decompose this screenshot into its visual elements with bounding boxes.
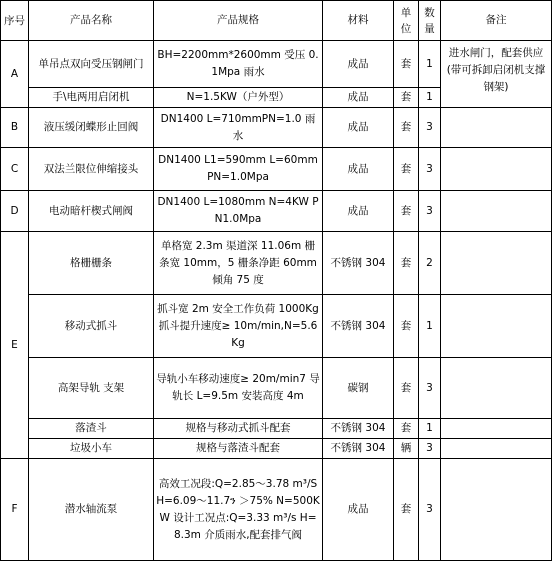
product-name: 电动暗杆楔式闸阀 bbox=[29, 191, 154, 232]
table-row bbox=[1, 295, 552, 358]
header-unit: 单位 bbox=[394, 1, 419, 41]
group-a-note: 进水闸门，配套供应(带可拆卸启闭机支撑钢架) bbox=[441, 41, 552, 108]
table-row bbox=[1, 41, 552, 88]
product-qty: 1 bbox=[419, 41, 441, 88]
table-row bbox=[1, 232, 552, 295]
product-qty: 3 bbox=[419, 459, 441, 561]
product-material: 成品 bbox=[323, 88, 394, 108]
product-spec: DN1400 L=1080mm N=4KW PN1.0Mpa bbox=[154, 191, 323, 232]
note-cell bbox=[441, 419, 552, 439]
product-unit: 套 bbox=[394, 419, 419, 439]
header-material: 材料 bbox=[323, 1, 394, 41]
note-cell bbox=[441, 108, 552, 148]
product-spec: 导轨小车移动速度≥ 20m/min7 导轨长 L=9.5m 安装高度 4m bbox=[154, 358, 323, 419]
product-name: 潜水轴流泵 bbox=[29, 459, 154, 561]
header-row bbox=[1, 1, 552, 41]
table-row bbox=[1, 439, 552, 459]
header-spec: 产品规格 bbox=[154, 1, 323, 41]
product-spec: 单格宽 2.3m 渠道深 11.06m 栅条宽 10mm，5 栅条净距 60mm 倾角 75 度 bbox=[154, 232, 323, 295]
product-qty: 1 bbox=[419, 419, 441, 439]
product-material: 成品 bbox=[323, 41, 394, 88]
product-name: 手\电两用启闭机 bbox=[29, 88, 154, 108]
product-unit: 套 bbox=[394, 191, 419, 232]
group-label-c: C bbox=[1, 148, 29, 191]
table-row bbox=[1, 459, 552, 561]
table-row bbox=[1, 108, 552, 148]
product-name: 双法兰限位伸缩接头 bbox=[29, 148, 154, 191]
product-qty: 3 bbox=[419, 191, 441, 232]
product-unit: 套 bbox=[394, 295, 419, 358]
product-material: 碳钢 bbox=[323, 358, 394, 419]
product-qty: 3 bbox=[419, 108, 441, 148]
product-spec: N=1.5KW（户外型） bbox=[154, 88, 323, 108]
header-seq: 序号 bbox=[1, 1, 29, 41]
note-cell bbox=[441, 232, 552, 295]
product-material: 不锈钢 304 bbox=[323, 232, 394, 295]
table-row bbox=[1, 358, 552, 419]
product-unit: 辆 bbox=[394, 439, 419, 459]
header-name: 产品名称 bbox=[29, 1, 154, 41]
product-spec: 规格与落渣斗配套 bbox=[154, 439, 323, 459]
note-cell bbox=[441, 459, 552, 561]
product-unit: 套 bbox=[394, 41, 419, 88]
table-row bbox=[1, 419, 552, 439]
product-unit: 套 bbox=[394, 358, 419, 419]
product-material: 成品 bbox=[323, 148, 394, 191]
product-qty: 2 bbox=[419, 232, 441, 295]
group-label-e: E bbox=[1, 232, 29, 459]
product-spec: DN1400 L=710mmPN=1.0 雨水 bbox=[154, 108, 323, 148]
product-unit: 套 bbox=[394, 108, 419, 148]
product-qty: 3 bbox=[419, 439, 441, 459]
product-material: 不锈钢 304 bbox=[323, 439, 394, 459]
product-name: 液压缓闭蝶形止回阀 bbox=[29, 108, 154, 148]
product-name: 单吊点双向受压钢闸门 bbox=[29, 41, 154, 88]
group-label-f: F bbox=[1, 459, 29, 561]
product-spec: BH=2200mm*2600mm 受压 0.1Mpa 雨水 bbox=[154, 41, 323, 88]
product-spec: 抓斗宽 2m 安全工作负荷 1000Kg 抓斗提升速度≥ 10m/min,N=5.6Kg bbox=[154, 295, 323, 358]
table-row bbox=[1, 191, 552, 232]
product-unit: 套 bbox=[394, 459, 419, 561]
product-name: 垃圾小车 bbox=[29, 439, 154, 459]
product-material: 不锈钢 304 bbox=[323, 295, 394, 358]
product-material: 成品 bbox=[323, 108, 394, 148]
note-cell bbox=[441, 295, 552, 358]
product-material: 成品 bbox=[323, 191, 394, 232]
product-name: 落渣斗 bbox=[29, 419, 154, 439]
product-unit: 套 bbox=[394, 88, 419, 108]
note-cell bbox=[441, 148, 552, 191]
product-unit: 套 bbox=[394, 232, 419, 295]
header-qty: 数量 bbox=[419, 1, 441, 41]
product-spec: 规格与移动式抓斗配套 bbox=[154, 419, 323, 439]
product-material: 不锈钢 304 bbox=[323, 419, 394, 439]
product-name: 高架导轨 支架 bbox=[29, 358, 154, 419]
table-row bbox=[1, 148, 552, 191]
product-name: 格栅栅条 bbox=[29, 232, 154, 295]
product-qty: 3 bbox=[419, 358, 441, 419]
group-label-a: A bbox=[1, 41, 29, 108]
product-qty: 1 bbox=[419, 88, 441, 108]
product-name: 移动式抓斗 bbox=[29, 295, 154, 358]
header-note: 备注 bbox=[441, 1, 552, 41]
note-cell bbox=[441, 439, 552, 459]
group-label-d: D bbox=[1, 191, 29, 232]
product-material: 成品 bbox=[323, 459, 394, 561]
product-qty: 3 bbox=[419, 148, 441, 191]
note-cell bbox=[441, 358, 552, 419]
product-spec: DN1400 L1=590mm L=60mm PN=1.0Mpa bbox=[154, 148, 323, 191]
note-cell bbox=[441, 191, 552, 232]
group-label-b: B bbox=[1, 108, 29, 148]
product-unit: 套 bbox=[394, 148, 419, 191]
product-spec: 高效工况段:Q=2.85～3.78 m³/S H=6.09～11.7ን ＞75% N=500KW 设计工况点:Q=3.33 m³/s H=8.3m 介质雨水,配套排气阀 bbox=[154, 459, 323, 561]
product-qty: 1 bbox=[419, 295, 441, 358]
